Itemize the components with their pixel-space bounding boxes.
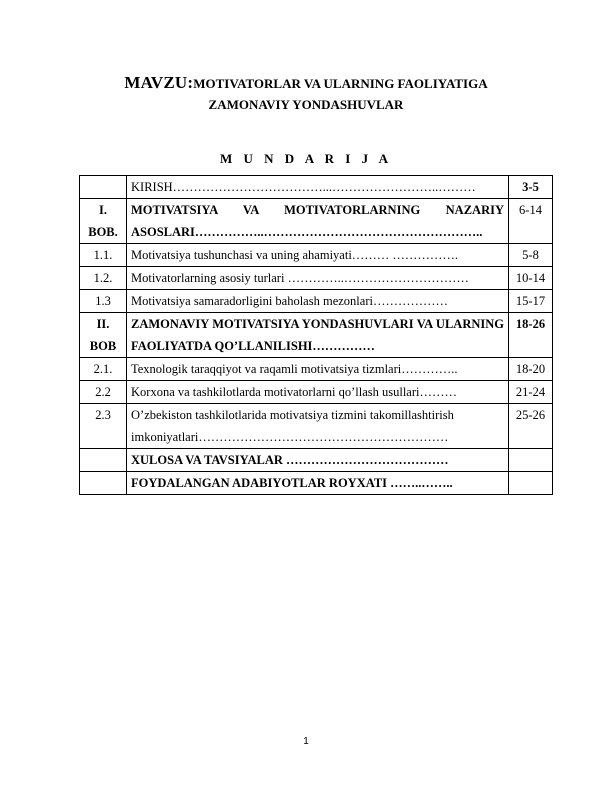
toc-row-title: XULOSA VA TAVSIYALAR ………………………………… (127, 449, 509, 472)
toc-row-pages: 6-14 (509, 199, 553, 244)
toc-row-pages: 18-26 (509, 313, 553, 358)
toc-row (80, 176, 553, 199)
title-line-1 (0, 72, 612, 95)
toc-row-number: 1.2. (80, 267, 127, 290)
table-of-contents (79, 175, 553, 495)
toc-row-title: ZAMONAVIY MOTIVATSIYA YONDASHUVLARI VA ULARNING FAOLIYATDA QO’LLANILISHI…………… (127, 313, 509, 358)
toc-row-number: 2.3 (80, 404, 127, 449)
toc-row-number: 1.3 (80, 290, 127, 313)
toc-row-pages: 15-17 (509, 290, 553, 313)
toc-row-number-line: I. (99, 203, 107, 217)
toc-row (80, 313, 553, 358)
toc-row (80, 290, 553, 313)
toc-body (80, 176, 553, 495)
toc-row (80, 267, 553, 290)
toc-row-pages: 10-14 (509, 267, 553, 290)
toc-row (80, 244, 553, 267)
toc-row-number (80, 313, 127, 358)
toc-row-number: 2.2 (80, 381, 127, 404)
document-title (0, 72, 612, 115)
toc-row-title: Korxona va tashkilotlarda motivatorlarni qo’llash usullari……… (127, 381, 509, 404)
toc-row-number (80, 176, 127, 199)
toc-row (80, 404, 553, 449)
toc-row-number (80, 472, 127, 495)
title-main: MOTIVATORLAR VA ULARNING FAOLIYATIGA (193, 76, 488, 91)
toc-row (80, 381, 553, 404)
toc-row-title: Motivatsiya samaradorligini baholash mezonlari……………… (127, 290, 509, 313)
page-number: 1 (303, 736, 309, 747)
toc-row-title: Motivatorlarning asosiy turlari …………..………………………… (127, 267, 509, 290)
toc-row-number: 1.1. (80, 244, 127, 267)
toc-row-pages (509, 472, 553, 495)
toc-row-pages: 25-26 (509, 404, 553, 449)
toc-row-number: 2.1. (80, 358, 127, 381)
toc-row-pages (509, 449, 553, 472)
toc-row-title: Texnologik taraqqiyot va raqamli motivatsiya tizmlari………….. (127, 358, 509, 381)
toc-row-pages: 21-24 (509, 381, 553, 404)
title-prefix: MAVZU: (124, 73, 194, 92)
toc-row-number-line: BOB. (88, 225, 118, 239)
toc-row-number (80, 199, 127, 244)
toc-row (80, 449, 553, 472)
toc-row (80, 199, 553, 244)
contents-heading: M U N D A R I J A (219, 151, 392, 166)
toc-row-pages: 5-8 (509, 244, 553, 267)
toc-row (80, 472, 553, 495)
toc-row-title: MOTIVATSIYA VA MOTIVATORLARNING NAZARIY ASOSLARI……………..…………………………………………….. (127, 199, 509, 244)
toc-row-pages: 18-20 (509, 358, 553, 381)
toc-row-pages: 3-5 (509, 176, 553, 199)
toc-row-title: KIRISH………………………………...……………………..……… (127, 176, 509, 199)
toc-row-title: Motivatsiya tushunchasi va uning ahamiyati……… ……………. (127, 244, 509, 267)
toc-row-number (80, 449, 127, 472)
title-line-2: ZAMONAVIY YONDASHUVLAR (208, 97, 404, 112)
toc-row-number-line: II. (96, 317, 110, 331)
toc-row-title: O’zbekiston tashkilotlarida motivatsiya tizmini takomillashtirish imkoniyatlari…………………………………………………… (127, 404, 509, 449)
toc-row (80, 358, 553, 381)
toc-row-title: FOYDALANGAN ADABIYOTLAR ROYXATI ……..…….. (127, 472, 509, 495)
toc-row-number-line: BOB (89, 339, 117, 353)
